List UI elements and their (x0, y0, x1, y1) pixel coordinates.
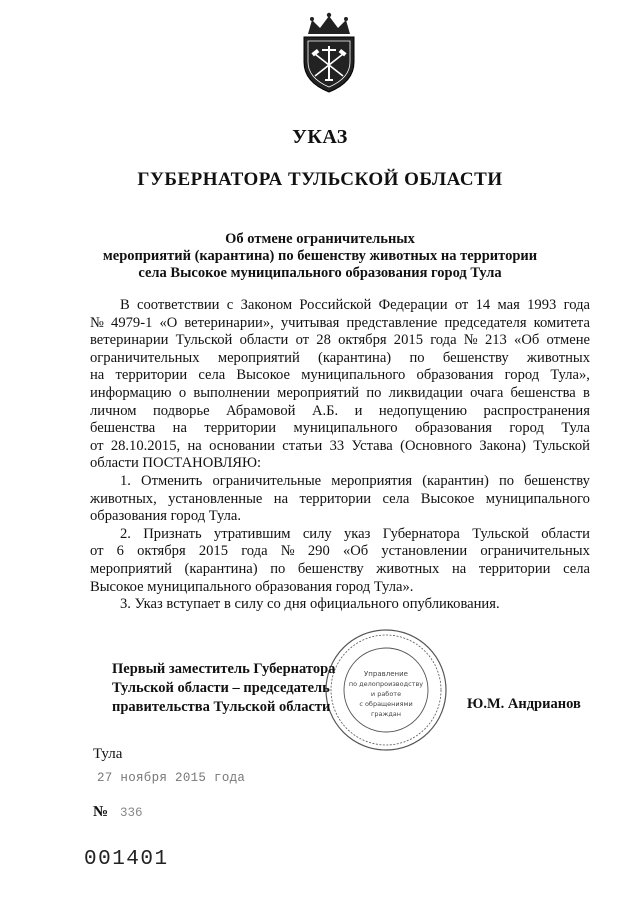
body-word: в (583, 384, 590, 401)
body-word: учитывая (280, 314, 340, 331)
body-word: Федерации (378, 297, 448, 313)
body-word: бешенству (442, 349, 509, 366)
body-word: Тульской (175, 332, 233, 349)
body-word: на (172, 420, 187, 437)
number-label: № (93, 804, 109, 820)
body-word: «Об (342, 543, 369, 560)
body-word: указ (344, 525, 371, 542)
subject-line: Об отмене ограничительных (225, 231, 415, 247)
seal-text: с обращениями (359, 700, 413, 708)
body-line (90, 367, 590, 385)
body-word: животных (376, 560, 440, 577)
body-word: октября (338, 332, 387, 349)
body-line (90, 385, 590, 403)
issue-city: Тула (93, 746, 123, 762)
body-word: по (409, 349, 425, 366)
body-word: соответствии (137, 297, 220, 313)
signer-position-line: правительства Тульской области (112, 699, 331, 715)
body-word: животных, (90, 490, 157, 507)
body-line (90, 332, 590, 350)
body-word: образования (415, 420, 492, 437)
issue-date: 27 ноября 2015 года (97, 771, 246, 785)
body-word: от (295, 332, 310, 349)
body-word: муниципального (301, 367, 406, 384)
document-body (90, 297, 590, 614)
body-word: информацию (90, 384, 172, 401)
body-word: комитета (533, 314, 590, 331)
body-word: ликвидации (388, 384, 463, 401)
body-line (90, 543, 590, 561)
body-word: муниципального (293, 420, 398, 437)
body-line: образования город Тула. (90, 508, 242, 525)
body-line (90, 315, 590, 333)
body-word: мероприятий (90, 560, 172, 577)
body-word: 4979-1 (111, 314, 153, 331)
body-word: 28.10.2015, (110, 437, 181, 454)
body-word: Закона) (479, 437, 526, 454)
seal-text: и работе (370, 690, 402, 698)
body-word: 1993 (527, 297, 557, 313)
body-word: области (541, 525, 590, 542)
body-word: года (430, 332, 457, 349)
body-word: Губернатора (382, 525, 460, 542)
body-word: ветеринарии (90, 332, 169, 349)
body-word: основании (209, 437, 275, 454)
body-word: на (90, 367, 105, 384)
body-word: от (90, 543, 104, 560)
body-word: 28 (316, 332, 331, 349)
body-word: бешенству (524, 472, 590, 489)
body-line (90, 561, 590, 579)
body-line (90, 297, 590, 315)
seal-text: Управление (364, 670, 408, 678)
body-word: 1. (120, 472, 131, 489)
body-word: бешенству (297, 560, 364, 577)
body-word: октября (137, 543, 186, 560)
body-word: территории (478, 560, 551, 577)
document-number: 336 (120, 806, 143, 820)
body-word: от (454, 297, 469, 313)
body-line (90, 473, 590, 491)
body-word: от (90, 437, 104, 454)
body-word: «О (159, 314, 178, 331)
subject-line: села Высокое муниципального образования город Тула (138, 265, 502, 281)
body-word: (карантина) (184, 560, 258, 577)
signer-position-line: Тульской области – председатель (112, 680, 330, 696)
body-line (90, 438, 590, 456)
body-word: бешенства (510, 384, 576, 401)
body-line: 3. Указ вступает в силу со дня официального опубликования. (120, 596, 500, 613)
body-word: на (187, 437, 202, 454)
body-word: распространения (483, 402, 590, 419)
body-word: территории (115, 367, 188, 384)
body-word: Высокое (236, 367, 291, 384)
body-word: личном (90, 402, 137, 419)
body-word: Законом (240, 297, 293, 313)
body-word: Высокое (420, 490, 475, 507)
form-serial-number: 001401 (84, 848, 169, 871)
body-word: 33 (329, 437, 345, 454)
body-word: очага (470, 384, 504, 401)
body-word: животных (526, 349, 590, 366)
body-word: Тула», (550, 367, 590, 384)
body-word: по (270, 560, 286, 577)
body-word: 6 (116, 543, 124, 560)
body-word: села (382, 490, 410, 507)
body-word: образования (416, 367, 494, 384)
body-word: город (509, 420, 544, 437)
body-word: года (241, 543, 268, 560)
body-line: области ПОСТАНОВЛЯЮ: (90, 455, 262, 472)
body-word: (карантина) (318, 349, 392, 366)
body-word: и (354, 402, 363, 419)
body-word: мероприятий (217, 349, 300, 366)
body-word: года (563, 297, 590, 313)
body-line (90, 403, 590, 421)
body-word: Тула (561, 420, 590, 437)
body-word: № (280, 543, 295, 560)
signer-position-line: Первый заместитель Губернатора (112, 661, 336, 677)
tula-coat-of-arms-icon (298, 10, 360, 96)
body-word: подворье (152, 402, 210, 419)
body-word: (Основного (400, 437, 473, 454)
body-word: области (239, 332, 289, 349)
document-issuer: ГУБЕРНАТОРА ТУЛЬСКОЙ ОБЛАСТИ (137, 169, 503, 190)
body-word: установлении (381, 543, 468, 560)
body-word: 213 (484, 332, 507, 349)
seal-text: граждан (370, 710, 402, 718)
body-word: на (451, 560, 467, 577)
body-word: мероприятий (277, 384, 360, 401)
body-word: А.Б. (311, 402, 339, 419)
body-word: № (90, 314, 104, 331)
body-word: «Об (514, 332, 540, 349)
body-word: ограничительные (212, 472, 322, 489)
body-word: с (226, 297, 234, 313)
body-word: № (463, 332, 478, 349)
body-word: ограничительных (480, 543, 590, 560)
body-word: села (563, 560, 590, 577)
body-line (90, 526, 590, 544)
body-word: город (504, 367, 540, 384)
body-word: председателя (444, 314, 527, 331)
body-word: по (366, 384, 382, 401)
body-word: представление (346, 314, 438, 331)
body-word: ограничительных (90, 349, 200, 366)
body-word: утратившим (213, 525, 291, 542)
body-word: территории (299, 490, 372, 507)
document-subject (95, 231, 545, 282)
body-word: ветеринарии», (184, 314, 274, 331)
body-word: Отменить (141, 472, 203, 489)
body-word: 290 (307, 543, 330, 560)
body-word: (карантин) (422, 472, 489, 489)
body-word: Тульской (533, 437, 590, 454)
signer-position (112, 660, 335, 717)
body-word: Российской (299, 297, 372, 313)
body-word: статьи (282, 437, 323, 454)
signer-name: Ю.М. Андрианов (467, 696, 581, 712)
body-line (90, 420, 590, 438)
body-word: 14 (475, 297, 491, 313)
body-word: о (178, 384, 187, 401)
body-word: 2. (120, 525, 131, 542)
body-word: 2015 (393, 332, 423, 349)
document-title: УКАЗ (292, 126, 348, 148)
body-word: муниципального (485, 490, 590, 507)
body-word: отмене (546, 332, 590, 349)
body-word: установленные (168, 490, 263, 507)
body-word: недопущению (378, 402, 468, 419)
body-word: В (120, 297, 130, 313)
body-word: территории (204, 420, 277, 437)
body-word: по (498, 472, 515, 489)
body-line (90, 350, 590, 368)
body-word: 2015 (198, 543, 229, 560)
body-word: Абрамовой (226, 402, 296, 419)
seal-text: по делопроизводству (348, 680, 424, 688)
body-word: Признать (143, 525, 202, 542)
body-word: Устава (351, 437, 393, 454)
body-word: силу (302, 525, 332, 542)
subject-line: мероприятий (карантина) по бешенству животных на территории (102, 248, 538, 264)
body-word: на (273, 490, 289, 507)
body-word: мероприятия (331, 472, 413, 489)
body-word: выполнении (193, 384, 270, 401)
office-seal-stamp (322, 626, 450, 754)
body-word: мая (497, 297, 520, 313)
body-word: бешенства (90, 420, 156, 437)
body-line: Высокое муниципального образования город Тула». (90, 578, 414, 595)
body-word: села (198, 367, 226, 384)
body-word: Тульской (472, 525, 529, 542)
body-line (90, 491, 590, 509)
